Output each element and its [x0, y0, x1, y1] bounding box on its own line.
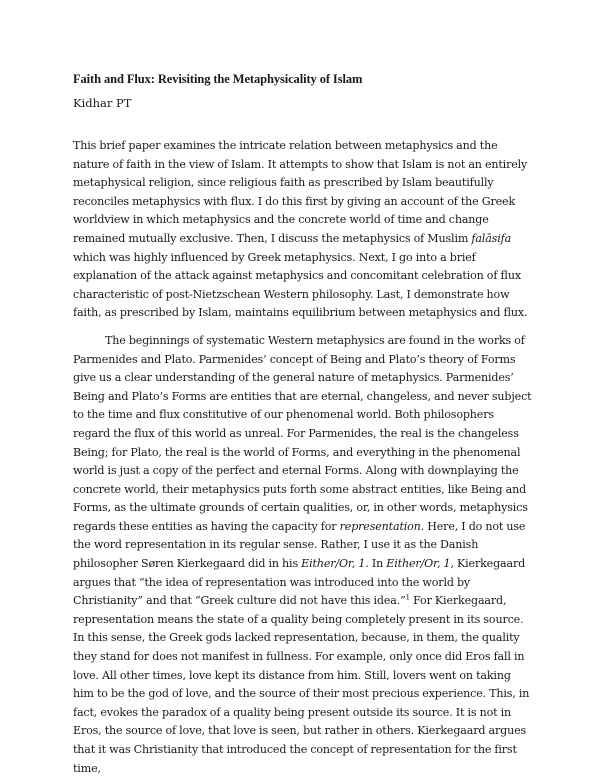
body-text-e: For Kierkegaard, representation means the state of a quality being completely present in its source. In this sense, the Greek gods lacked representation, because, in them, the quality they stand for does not manifest in fullness. For example, only once did Eros fall in love. All other times, love kept its distance from him. Still, lovers went on taking him to be the god of love, and the source of their most precious experience. This, in fact, evokes the paradox of a quality being present outside its source. It is not in Eros, the source of love, that love is seen, but rather in others. Kierkegaard argues that it was Christianity that introduced the concept of representation for the first time,: [73, 594, 530, 775]
body-text-a: The beginnings of systematic Western metaphysics are found in the works of Parmenides and Plato. Parmenides’ concept of Being and Plato’s theory of Forms give us a clear understanding of the general nature of metaphysics. Parmenides’ Being and Plato’s Forms are entities that are eternal, changeless, and never subject to the time and flux constitutive of our phenomenal world. Both philosophers regard the flux of this world as unreal. For Parmenides, the real is the changeless Being; for Plato, the real is the world of Forms, and everything in the phenomenal world is just a copy of the perfect and eternal Forms. Along with downplaying the concrete world, their metaphysics puts forth some abstract entities, like Being and Forms, as the ultimate grounds of certain qualities, or, in other words, metaphysics regards these entities as having the capacity for: [73, 333, 532, 533]
body-italic-either-or-1: Either/Or, 1: [301, 557, 366, 571]
body-italic-representation: representation: [339, 519, 421, 533]
paper-title: Faith and Flux: Revisiting the Metaphysicality of Islam: [73, 72, 363, 86]
body-italic-either-or-2: Either/Or, 1: [386, 557, 451, 571]
abstract-text-2: which was highly influenced by Greek metaphysics. Next, I go into a brief explanation of the attack against metaphysics and concomitant celebration of flux characteristic of post-Nietzschean Western philosophy. Last, I demonstrate how faith, as prescribed by Islam, maintains equilibrium between metaphysics and flux.: [73, 250, 528, 320]
abstract-paragraph: [73, 137, 533, 323]
body-paragraph-1: [73, 332, 533, 778]
body-text-d: , Kierkegaard argues that “the idea of representation was introduced into the world by Christianity” and that “Greek culture did not have this idea.”: [73, 557, 526, 608]
document-page: [73, 60, 533, 778]
body-text-b: . Here, I do not use the word representation in its regular sense. Rather, I use it as the Danish philosopher Søren Kierkegaard did in his: [73, 519, 526, 571]
abstract-italic-term: falāsifa: [471, 231, 512, 245]
abstract-text-1: This brief paper examines the intricate relation between metaphysics and the nature of faith in the view of Islam. It attempts to show that Islam is not an entirely metaphysical religion, since religious faith as prescribed by Islam beautifully reconciles metaphysics with flux. I do this first by giving an account of the Greek worldview in which metaphysics and the concrete world of time and change remained mutually exclusive. Then, I discuss the metaphysics of Muslim: [73, 139, 528, 245]
paper-author: Kidhar PT: [73, 96, 132, 110]
footnote-marker[interactable]: 1: [405, 593, 410, 602]
body-text-c: . In: [365, 557, 387, 571]
